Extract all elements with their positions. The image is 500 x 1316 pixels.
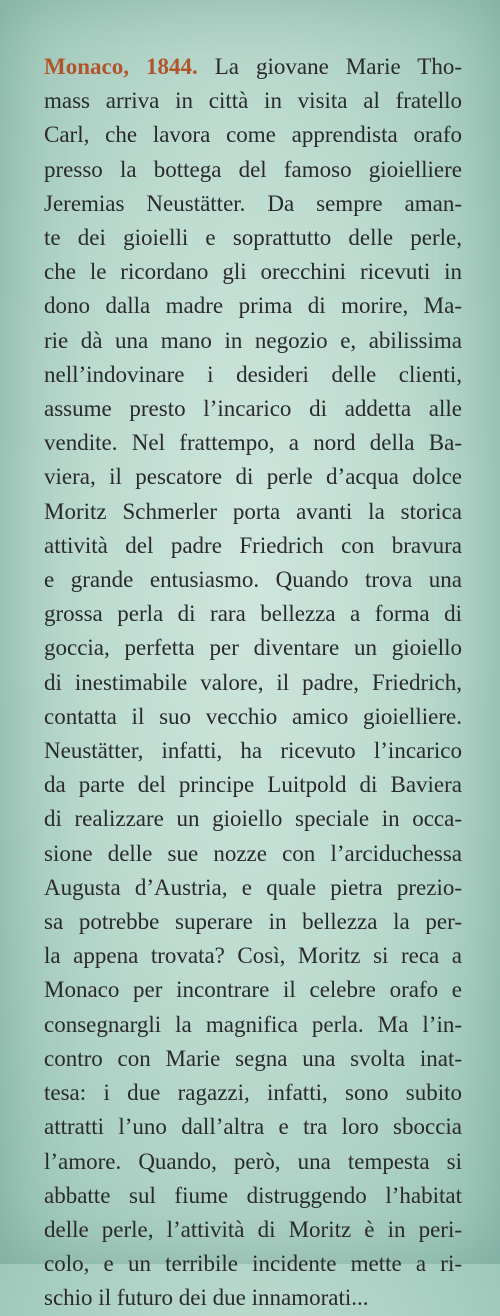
- synopsis-line: Augusta d’Austria, e quale pietra prezio-: [44, 874, 462, 900]
- synopsis-line: assume presto l’incarico di addetta alle: [44, 396, 462, 422]
- synopsis-line: delle perle, l’attività di Moritz è in peri-: [44, 1216, 462, 1242]
- synopsis-line: Monaco per incontrare il celebre orafo e: [44, 977, 462, 1003]
- synopsis-line: l’amore. Quando, però, una tempesta si: [44, 1148, 462, 1174]
- synopsis-line: contro con Marie segna una svolta inat-: [44, 1045, 462, 1071]
- synopsis-line: da parte del principe Luitpold di Baviera: [44, 772, 462, 798]
- synopsis-line: abbatte sul fiume distruggendo l’habitat: [44, 1182, 462, 1208]
- synopsis-line: sa potrebbe superare in bellezza la per-: [44, 909, 462, 935]
- synopsis-line: goccia, perfetta per diventare un gioiello: [44, 635, 462, 661]
- synopsis-line: e grande entusiasmo. Quando trova una: [44, 567, 462, 593]
- synopsis-line: sione delle sue nozze con l’arciduchessa: [44, 840, 462, 866]
- synopsis-line: grossa perla di rara bellezza a forma di: [44, 601, 462, 627]
- synopsis-line: attività del padre Friedrich con bravura: [44, 532, 462, 558]
- synopsis-line: Monaco, 1844. La giovane Marie Tho-: [44, 54, 462, 79]
- synopsis-line: rie dà una mano in negozio e, abilissima: [44, 327, 462, 353]
- synopsis-text: [44, 50, 462, 1316]
- synopsis-line: Moritz Schmerler porta avanti la storica: [44, 498, 462, 524]
- synopsis-line: che le ricordano gli orecchini ricevuti in: [44, 259, 462, 285]
- synopsis-lead: Monaco, 1844.: [44, 54, 198, 79]
- synopsis-line: Carl, che lavora come apprendista orafo: [44, 122, 462, 148]
- synopsis-line: mass arriva in città in visita al fratello: [44, 88, 462, 114]
- synopsis-line: tesa: i due ragazzi, infatti, sono subito: [44, 1080, 462, 1106]
- synopsis-line: schio il futuro dei due innamorati...: [44, 1285, 369, 1311]
- synopsis-line: presso la bottega del famoso gioielliere: [44, 156, 462, 182]
- synopsis-line: di inestimabile valore, il padre, Friedrich,: [44, 669, 462, 695]
- synopsis-line: viera, il pescatore di perle d’acqua dolce: [44, 464, 462, 490]
- synopsis-line: Neustätter, infatti, ha ricevuto l’incarico: [44, 738, 462, 764]
- synopsis-line: vendite. Nel frattempo, a nord della Ba-: [44, 430, 462, 456]
- synopsis-line: te dei gioielli e soprattutto delle perle,: [44, 225, 462, 251]
- synopsis-line: la appena trovata? Così, Moritz si reca a: [44, 943, 462, 969]
- synopsis-line: di realizzare un gioiello speciale in occa-: [44, 806, 462, 832]
- synopsis-line: Jeremias Neustätter. Da sempre aman-: [44, 190, 462, 216]
- synopsis-line: dono dalla madre prima di morire, Ma-: [44, 293, 462, 319]
- synopsis-line: attratti l’uno dall’altra e tra loro sboccia: [44, 1114, 462, 1140]
- synopsis-line: contatta il suo vecchio amico gioielliere.: [44, 703, 462, 729]
- synopsis-line: colo, e un terribile incidente mette a ri-: [44, 1251, 462, 1277]
- synopsis-line: nell’indovinare i desideri delle clienti,: [44, 361, 462, 387]
- synopsis-line: consegnargli la magnifica perla. Ma l’in-: [44, 1011, 462, 1037]
